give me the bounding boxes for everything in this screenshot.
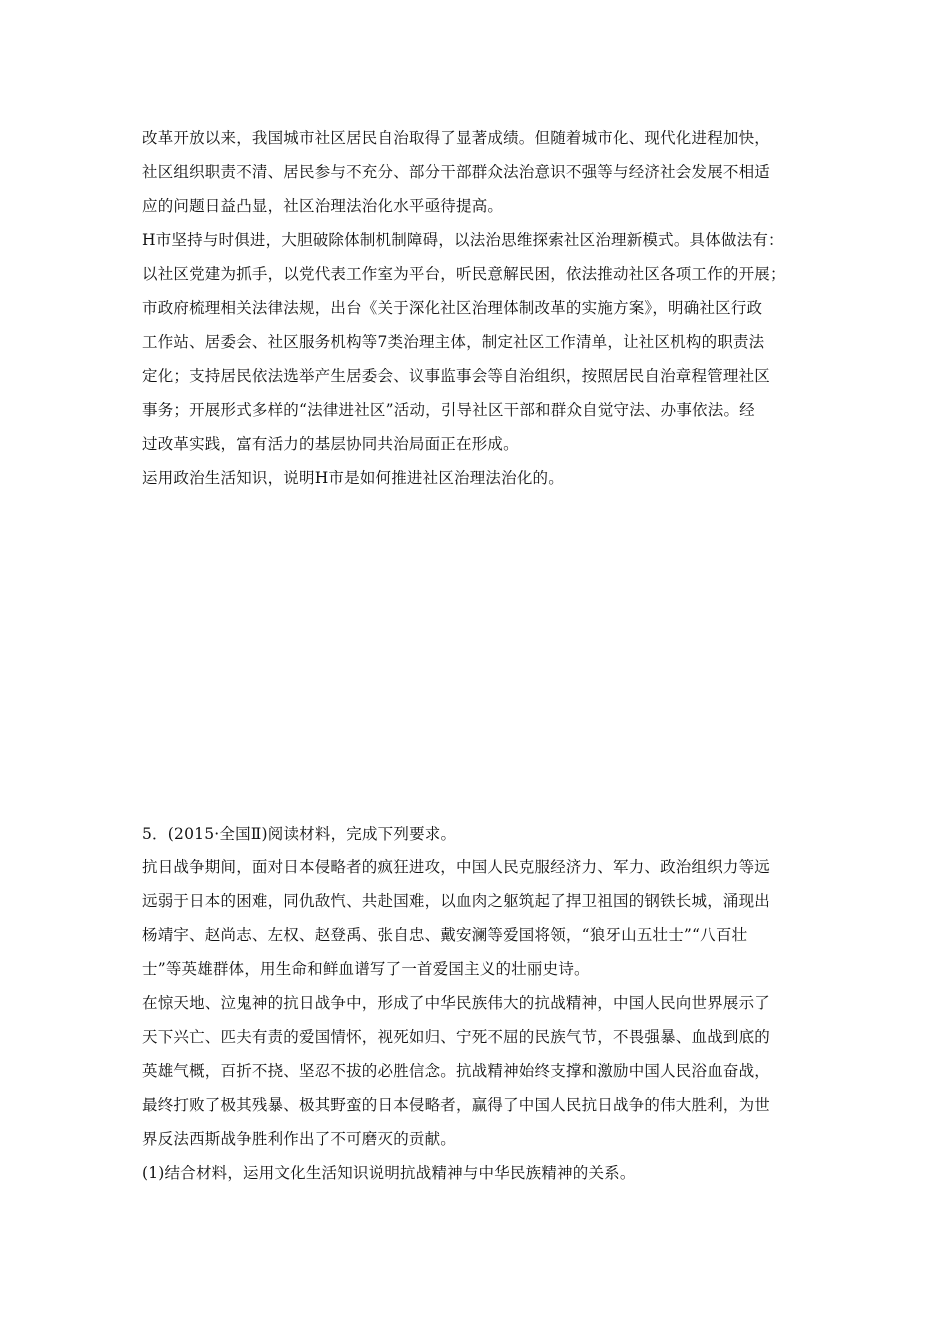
section-b-question-1: (1)结合材料，运用文化生活知识说明抗战精神与中华民族精神的关系。 bbox=[142, 1164, 636, 1182]
section-a-paragraph-1-line-3: 应的问题日益凸显，社区治理法治化水平亟待提高。 bbox=[142, 197, 504, 215]
section-b-paragraph-2-line-1: 在惊天地、泣鬼神的抗日战争中，形成了中华民族伟大的抗战精神，中国人民向世界展示了 bbox=[142, 994, 771, 1012]
section-a-paragraph-2-line-1: H市坚持与时俱进，大胆破除体制机制障碍，以法治思维探索社区治理新模式。具体做法有： bbox=[142, 231, 784, 249]
section-a-paragraph-1-line-2: 社区组织职责不清、居民参与不充分、部分干部群众法治意识不强等与经济社会发展不相适 bbox=[142, 163, 771, 181]
section-a-paragraph-2-line-5: 定化；支持居民依法选举产生居委会、议事监事会等自治组织，按照居民自治章程管理社区 bbox=[142, 367, 771, 385]
section-a-paragraph-2-line-3: 市政府梳理相关法律法规，出台《关于深化社区治理体制改革的实施方案》，明确社区行政 bbox=[142, 299, 763, 317]
section-b-heading: 5．(2015·全国Ⅱ)阅读材料，完成下列要求。 bbox=[142, 825, 457, 843]
section-b-paragraph-1-line-4: 士”等英雄群体，用生命和鲜血谱写了一首爱国主义的壮丽史诗。 bbox=[142, 960, 590, 978]
section-a-paragraph-2-line-7: 过改革实践，富有活力的基层协同共治局面正在形成。 bbox=[142, 435, 519, 453]
section-a-paragraph-2-line-4: 工作站、居委会、社区服务机构等7类治理主体，制定社区工作清单，让社区机构的职责法 bbox=[142, 333, 765, 351]
section-b-paragraph-2-line-4: 最终打败了极其残暴、极其野蛮的日本侵略者，赢得了中国人民抗日战争的伟大胜利，为世 bbox=[142, 1096, 771, 1114]
section-b-paragraph-1-line-1: 抗日战争期间，面对日本侵略者的疯狂进攻，中国人民克服经济力、军力、政治组织力等远 bbox=[142, 858, 771, 876]
section-a-paragraph-2-line-2: 以社区党建为抓手，以党代表工作室为平台，听民意解民困，依法推动社区各项工作的开展； bbox=[142, 265, 786, 283]
section-a-paragraph-2-line-6: 事务；开展形式多样的“法律进社区”活动，引导社区干部和群众自觉守法、办事依法。经 bbox=[142, 401, 755, 419]
section-b-paragraph-1-line-3: 杨靖宇、赵尚志、左权、赵登禹、张自忠、戴安澜等爱国将领，“狼牙山五壮士”“八百壮 bbox=[142, 926, 748, 944]
section-b-paragraph-2-line-2: 天下兴亡、匹夫有责的爱国情怀，视死如归、宁死不屈的民族气节，不畏强暴、血战到底的 bbox=[142, 1028, 771, 1046]
section-a-question: 运用政治生活知识，说明H市是如何推进社区治理法治化的。 bbox=[142, 469, 564, 487]
section-a-paragraph-1-line-1: 改革开放以来，我国城市社区居民自治取得了显著成绩。但随着城市化、现代化进程加快， bbox=[142, 129, 771, 147]
section-b-paragraph-2-line-3: 英雄气概，百折不挠、坚忍不拔的必胜信念。抗战精神始终支撑和激励中国人民浴血奋战， bbox=[142, 1062, 771, 1080]
section-b-paragraph-1-line-2: 远弱于日本的困难，同仇敌忾、共赴国难，以血肉之躯筑起了捍卫祖国的钢铁长城，涌现出 bbox=[142, 892, 771, 910]
section-b-paragraph-2-line-5: 界反法西斯战争胜利作出了不可磨灭的贡献。 bbox=[142, 1130, 457, 1148]
